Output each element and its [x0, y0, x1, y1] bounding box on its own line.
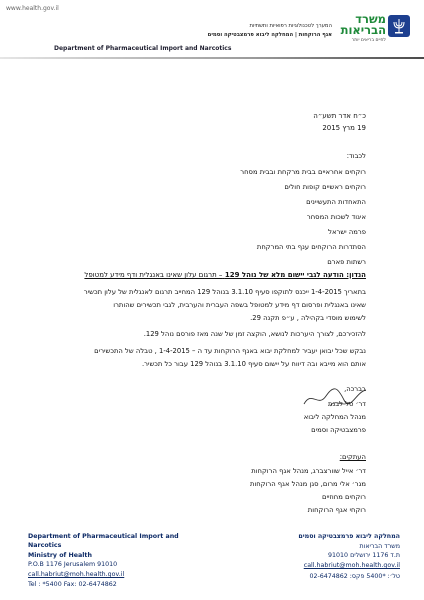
header-divider [0, 57, 424, 59]
footer-ministry-en: Ministry of Health [28, 552, 92, 559]
cc-item: מגר׳ אלי מרום, סגן מנהל אגף הרוקחות [249, 480, 366, 488]
paragraph-line: לשימוש מוסדי בקהילה , ע״פ תקנה 29. [250, 314, 366, 322]
recipient: התאחדות התעשיינים [306, 198, 366, 206]
ministry-logo-line2: הבריאות [340, 23, 386, 37]
ministry-tagline: לחיים בריאים יותר [351, 38, 386, 43]
division-name: המערך לטכנולוגיות רפואיות ותשתיות [249, 23, 332, 29]
paragraph-line: אותם הוא מייבא ובה דיווח על יישום סעיף 3.1.10 בנוהל 129 עבור כל תכשיר. [141, 360, 366, 368]
paragraph-line: בתאריך 1-4-2015 ייכנס לתוקפו סעיף 3.1.10 בנוהל 129 המחייב תרגום לאנגלית של עלון תכשיר [83, 288, 366, 296]
subject-suffix: – תרגום עלון שאינו באנגלית ודף מידע למטופל [84, 271, 223, 279]
footer-ministry-he: משרד הבריאות [359, 543, 400, 550]
date-gregorian: 19 מרץ 2015 [322, 124, 366, 132]
website-url[interactable]: www.health.gov.il [6, 5, 59, 12]
cc-label: העתקים: [339, 453, 366, 461]
state-emblem-icon [387, 14, 411, 38]
department-name-english: Department of Pharmaceutical Import and Narcotics [54, 45, 232, 52]
footer-email-en[interactable]: call.habriut@moh.health.gov.il [28, 571, 125, 578]
closing: בברכה, [344, 385, 366, 393]
footer-email-he[interactable]: call.habriut@moh.health.gov.il [303, 562, 400, 569]
subject-line [84, 271, 366, 279]
cc-item: רוקחים מחוזיים [322, 493, 366, 501]
recipient: הסתדרות הרוקחים ענף בתי המרקחת [256, 243, 366, 251]
cc-item: רוקחי אגף הרוקחות [307, 506, 366, 514]
paragraph-line: שאינו באנגלית ופרסום דף מידע למטופל בשפה העברית והערבית, לגבי תכשירים שהותרו [113, 301, 366, 309]
signer-title: מנהל המחלקה ליבוא [303, 413, 366, 421]
footer-address-en: P.O.B 1176 Jerusalem 91010 [28, 561, 118, 568]
recipient: רוקחים ראשיים קופות חולים [284, 183, 366, 191]
paragraph-line: נבקש שכל יבואן יעביר למחלקת יבוא באגף הרוקחות עד ה – 1-4-2015 , טבלה של התכשירים [94, 347, 366, 355]
recipient: איגוד לשכות המסחר [306, 213, 366, 221]
subject-prefix: הנדון: הודעה לגבי יישום מלא של נוהל 129 [224, 271, 366, 279]
date-hebrew: כ״ח אדר תשע״ה [313, 112, 366, 120]
cc-item: דר׳ אייל שוורצברג, מנהל אגף הרוקחות [251, 467, 366, 475]
signer-name: דר׳ טל לבנת [328, 400, 366, 408]
paragraph-line: להזכירכם, לצורך היערכות לנושא, הוקצה זמן של שנה מאז פורסם נוהל 129. [143, 330, 366, 338]
signer-title: פרמצבטיקה וסמים [311, 426, 366, 434]
footer-address-he: ת.ד 1176 ירושלים 91010 [328, 552, 400, 559]
footer-department-he: המחלקה ליבוא פרמצבטיקה וסמים [298, 533, 400, 540]
footer-department-en: Department of Pharmaceutical Import and [28, 533, 179, 540]
recipient: רשתות פארם [327, 258, 366, 266]
footer-phone-en: Tel : *5400 Fax: 02-6474862 [28, 581, 117, 588]
ministry-logo [341, 14, 386, 36]
to-label: לכבוד: [346, 152, 366, 160]
footer-phone-he: טל׳: *5400 פקס: 02-6474862 [309, 573, 400, 580]
footer-department-en-cont: Narcotics [28, 542, 62, 549]
recipient: רוקחים אחראיים בבית מרקחת ובבית מסחר [240, 168, 366, 176]
department-name-hebrew: אגף הרוקחות | המחלקה ליבוא פרמצבטיקה וסמים [207, 32, 332, 38]
recipient: פרמה ישראל [328, 228, 366, 236]
ministry-logo-line1: משרד [355, 12, 386, 26]
